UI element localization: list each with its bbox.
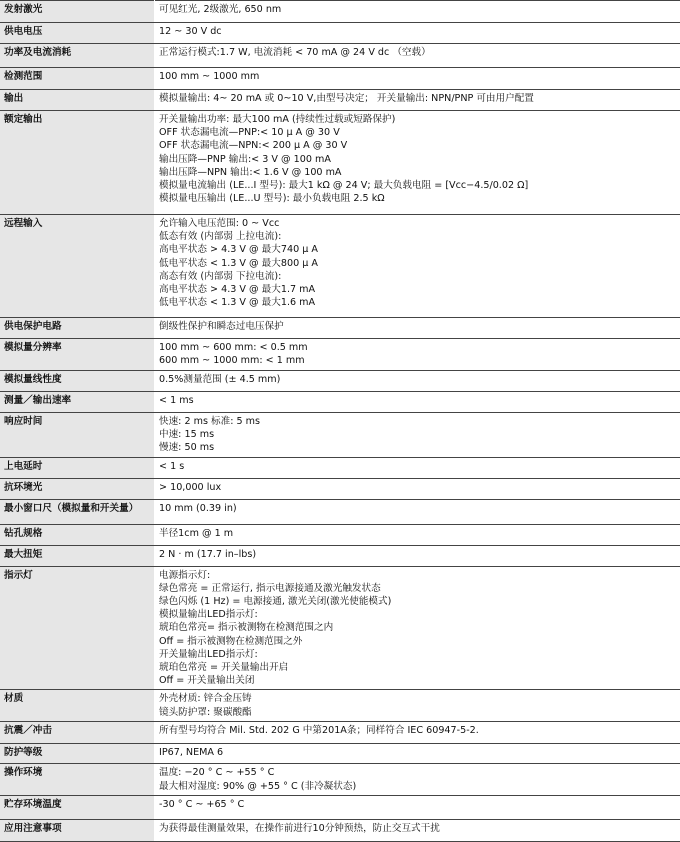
spec-value-line: Off = 开关量输出关闭 <box>159 674 676 687</box>
spec-label: 钻孔规格 <box>0 524 155 545</box>
spec-value-line: 12 ~ 30 V dc <box>159 25 676 38</box>
spec-label: 材质 <box>0 690 155 722</box>
spec-row <box>0 566 680 690</box>
spec-row <box>0 111 680 215</box>
spec-value-line: OFF 状态漏电流—PNP:< 10 μ A @ 30 V <box>159 126 676 139</box>
spec-value <box>155 545 680 566</box>
spec-row <box>0 90 680 111</box>
spec-value <box>155 566 680 690</box>
spec-value-line: 正常运行模式:1.7 W, 电流消耗 < 70 mA @ 24 V dc （空载） <box>159 46 676 59</box>
spec-value-line: 外壳材质: 锌合金压铸 <box>159 692 676 705</box>
spec-label: 检测范围 <box>0 68 155 90</box>
spec-value-line: 高电平状态 > 4.3 V @ 最大1.7 mA <box>159 283 676 296</box>
spec-label: 测量／输出速率 <box>0 392 155 413</box>
spec-value <box>155 339 680 371</box>
spec-value <box>155 215 680 318</box>
spec-value-line: 输出压降—PNP 输出:< 3 V @ 100 mA <box>159 153 676 166</box>
spec-label: 防护等级 <box>0 744 155 764</box>
spec-value-line: 为获得最佳测量效果，在操作前进行10分钟预热，防止交互式干扰 <box>159 822 676 835</box>
spec-value <box>155 318 680 339</box>
spec-value-line: 模拟量电压输出 (LE...U 型号): 最小负载电阻 2.5 kΩ <box>159 192 676 205</box>
spec-value <box>155 44 680 68</box>
spec-value-line: 慢速: 50 ms <box>159 441 676 454</box>
spec-row <box>0 795 680 819</box>
spec-value-line: 10 mm (0.39 in) <box>159 502 676 515</box>
spec-label: 模拟量分辨率 <box>0 339 155 371</box>
spec-value <box>155 111 680 215</box>
spec-value-line: 模拟量输出LED指示灯: <box>159 608 676 621</box>
spec-row <box>0 764 680 795</box>
spec-label: 功率及电流消耗 <box>0 44 155 68</box>
spec-value-line: -30 ° C ~ +65 ° C <box>159 798 676 811</box>
spec-value-line: 600 mm ~ 1000 mm: < 1 mm <box>159 354 676 367</box>
spec-value-line: 低电平状态 < 1.3 V @ 最大800 μ A <box>159 257 676 270</box>
spec-value <box>155 722 680 744</box>
spec-value <box>155 392 680 413</box>
spec-value <box>155 1 680 23</box>
spec-value-line: 模拟量输出: 4~ 20 mA 或 0~10 V,由型号决定； 开关量输出: NPN/PNP 可由用户配置 <box>159 92 676 105</box>
spec-value <box>155 413 680 458</box>
spec-label: 模拟量线性度 <box>0 371 155 392</box>
spec-value <box>155 819 680 841</box>
spec-label: 最小窗口尺（模拟量和开关量） <box>0 499 155 524</box>
spec-row <box>0 722 680 744</box>
spec-table-body <box>0 1 680 842</box>
spec-value <box>155 795 680 819</box>
spec-value-line: 开关量输出功率: 最大100 mA (持续性过载或短路保护) <box>159 113 676 126</box>
spec-value-line: 0.5%测量范围 (± 4.5 mm) <box>159 373 676 386</box>
spec-label: 发射激光 <box>0 1 155 23</box>
spec-label: 指示灯 <box>0 566 155 690</box>
spec-row <box>0 23 680 44</box>
spec-value <box>155 23 680 44</box>
spec-value-line: 温度: −20 ° C ~ +55 ° C <box>159 766 676 779</box>
spec-value-line: 可见红光, 2级激光, 650 nm <box>159 3 676 16</box>
spec-row <box>0 215 680 318</box>
spec-row <box>0 457 680 478</box>
spec-value-line: 绿色闪烁 (1 Hz) = 电源接通, 激光关闭(激光使能模式) <box>159 595 676 608</box>
spec-value-line: 快速: 2 ms 标准: 5 ms <box>159 415 676 428</box>
spec-value-line: 最大相对湿度: 90% @ +55 ° C (非冷凝状态) <box>159 780 676 793</box>
spec-value-line: 高态有效 (内部弱 下拉电流): <box>159 270 676 283</box>
spec-value-line: 中速: 15 ms <box>159 428 676 441</box>
spec-value-line: < 1 ms <box>159 394 676 407</box>
spec-row <box>0 478 680 499</box>
spec-value-line: 琥珀色常亮= 指示被测物在检测范围之内 <box>159 621 676 634</box>
spec-value-line: 高电平状态 > 4.3 V @ 最大740 μ A <box>159 243 676 256</box>
spec-label: 贮存环境温度 <box>0 795 155 819</box>
spec-value-line: 半径1cm @ 1 m <box>159 527 676 540</box>
spec-value-line: 低电平状态 < 1.3 V @ 最大1.6 mA <box>159 296 676 309</box>
spec-label: 操作环境 <box>0 764 155 795</box>
spec-label: 应用注意事项 <box>0 819 155 841</box>
spec-value <box>155 90 680 111</box>
spec-label: 响应时间 <box>0 413 155 458</box>
spec-row <box>0 413 680 458</box>
spec-value-line: OFF 状态漏电流—NPN:< 200 μ A @ 30 V <box>159 139 676 152</box>
spec-value-line: Off = 指示被测物在检测范围之外 <box>159 635 676 648</box>
spec-value-line: 低态有效 (内部弱 上拉电流): <box>159 230 676 243</box>
spec-value-line: 琥珀色常亮 = 开关量输出开启 <box>159 661 676 674</box>
spec-label: 额定输出 <box>0 111 155 215</box>
spec-value-line: > 10,000 lux <box>159 481 676 494</box>
spec-value <box>155 499 680 524</box>
spec-value-line: 2 N · m (17.7 in–lbs) <box>159 548 676 561</box>
spec-row <box>0 371 680 392</box>
spec-value-line: 镜头防护罩: 聚碳酸酯 <box>159 706 676 719</box>
spec-label: 抗环境光 <box>0 478 155 499</box>
spec-value-line: 允许输入电压范围: 0 ~ Vcc <box>159 217 676 230</box>
spec-value <box>155 457 680 478</box>
spec-row <box>0 524 680 545</box>
spec-value-line: 模拟量电流输出 (LE...I 型号): 最大1 kΩ @ 24 V; 最大负载电阻 = [Vcc−4.5/0.02 Ω] <box>159 179 676 192</box>
spec-value <box>155 744 680 764</box>
spec-value <box>155 478 680 499</box>
spec-value-line: 绿色常亮 = 正常运行, 指示电源接通及激光触发状态 <box>159 582 676 595</box>
spec-value <box>155 524 680 545</box>
spec-row <box>0 744 680 764</box>
spec-label: 最大扭矩 <box>0 545 155 566</box>
spec-row <box>0 44 680 68</box>
spec-row <box>0 68 680 90</box>
spec-value-line: 输出压降—NPN 输出:< 1.6 V @ 100 mA <box>159 166 676 179</box>
spec-row <box>0 392 680 413</box>
spec-row <box>0 690 680 722</box>
spec-row <box>0 819 680 841</box>
spec-value <box>155 764 680 795</box>
spec-row <box>0 1 680 23</box>
spec-value-line: 100 mm ~ 600 mm: < 0.5 mm <box>159 341 676 354</box>
spec-label: 供电电压 <box>0 23 155 44</box>
spec-label: 输出 <box>0 90 155 111</box>
spec-label: 远程输入 <box>0 215 155 318</box>
spec-value <box>155 690 680 722</box>
spec-value-line: 开关量输出LED指示灯: <box>159 648 676 661</box>
spec-label: 上电延时 <box>0 457 155 478</box>
spec-row <box>0 318 680 339</box>
spec-label: 抗震／冲击 <box>0 722 155 744</box>
spec-value-line: IP67, NEMA 6 <box>159 746 676 759</box>
spec-row <box>0 339 680 371</box>
spec-value-line: 100 mm ~ 1000 mm <box>159 70 676 83</box>
spec-value-line: 电源指示灯: <box>159 569 676 582</box>
spec-value-line: < 1 s <box>159 460 676 473</box>
spec-row <box>0 545 680 566</box>
spec-value-line: 倒级性保护和瞬态过电压保护 <box>159 320 676 333</box>
spec-value <box>155 68 680 90</box>
spec-label: 供电保护电路 <box>0 318 155 339</box>
spec-row <box>0 499 680 524</box>
spec-value-line: 所有型号均符合 Mil. Std. 202 G 中第201A条；同样符合 IEC 60947-5-2. <box>159 724 676 737</box>
spec-value <box>155 371 680 392</box>
